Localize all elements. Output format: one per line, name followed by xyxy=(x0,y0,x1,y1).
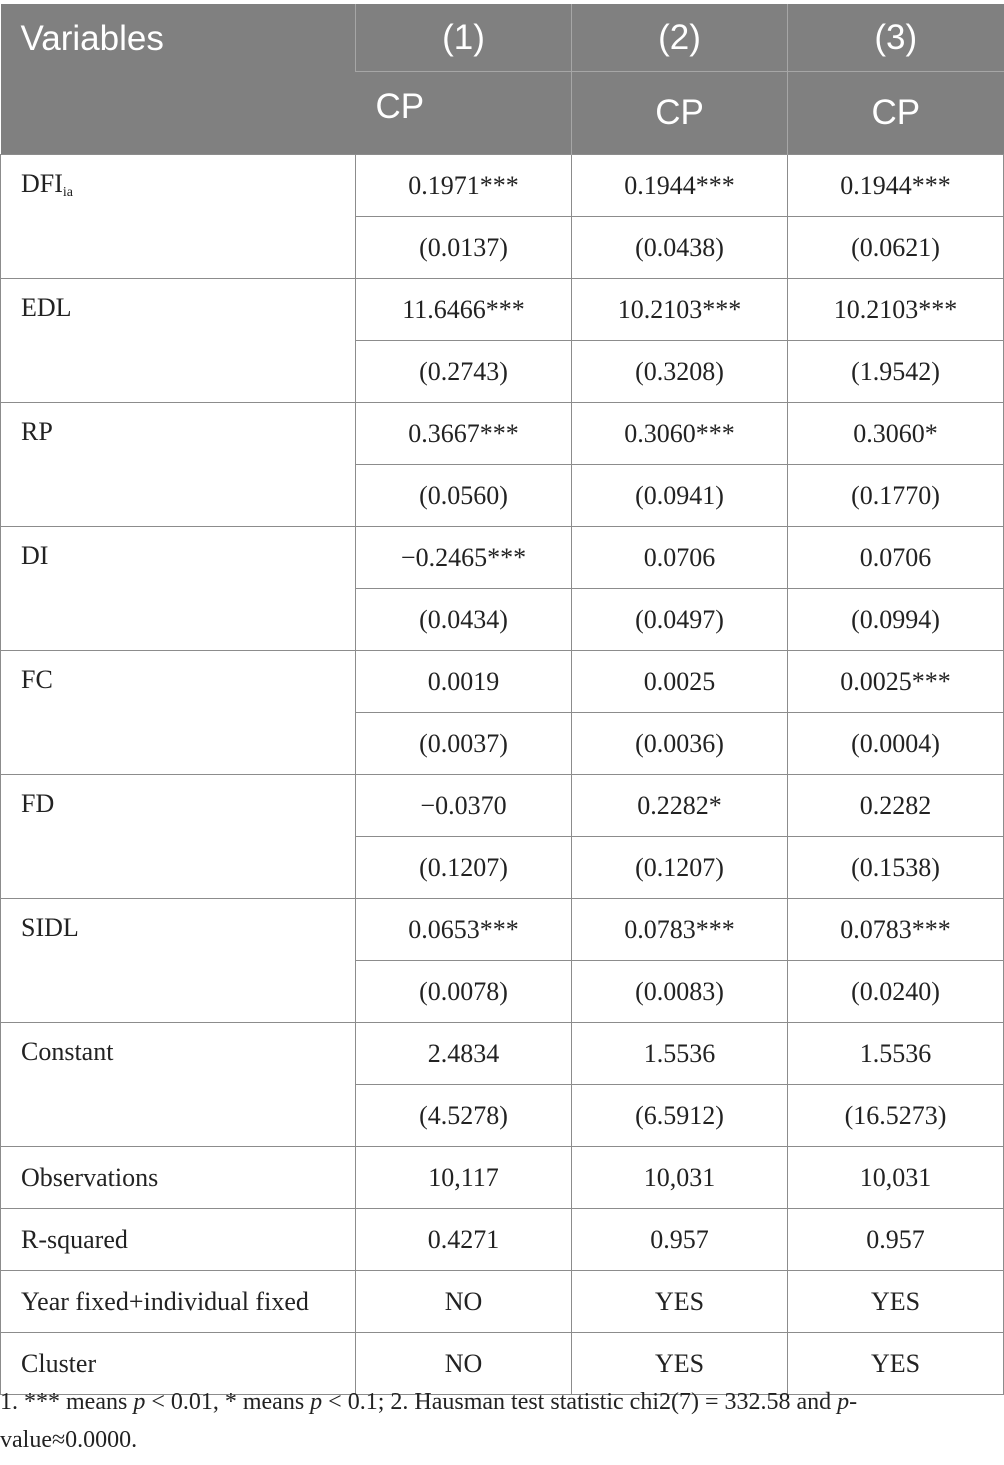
table-body xyxy=(1,155,1004,1395)
variable-subscript: ia xyxy=(62,185,74,200)
footnote-text-2: < 0.01, * means xyxy=(145,1389,311,1415)
variable-label: Constant xyxy=(21,1037,114,1066)
coef-cell: 0.0653*** xyxy=(356,899,572,961)
stat-cell: YES xyxy=(788,1333,1004,1395)
stat-cell: YES xyxy=(572,1271,788,1333)
se-cell: (0.0240) xyxy=(788,961,1004,1023)
dependent-header-2: CP xyxy=(572,72,788,155)
stat-cell: YES xyxy=(572,1333,788,1395)
table-row-coef xyxy=(1,651,1004,713)
stat-cell: YES xyxy=(788,1271,1004,1333)
se-cell: (0.0078) xyxy=(356,961,572,1023)
column-header-2: (2) xyxy=(572,4,788,72)
coef-cell: −0.0370 xyxy=(356,775,572,837)
se-cell: (0.0438) xyxy=(572,217,788,279)
variable-name xyxy=(1,899,356,1023)
se-cell: (0.0083) xyxy=(572,961,788,1023)
variable-label: FD xyxy=(21,789,55,818)
stat-cell: 0.4271 xyxy=(356,1209,572,1271)
stat-name: Observations xyxy=(1,1147,356,1209)
stat-name: Cluster xyxy=(1,1333,356,1395)
se-cell: (0.0036) xyxy=(572,713,788,775)
se-cell: (0.0560) xyxy=(356,465,572,527)
table-row-coef xyxy=(1,899,1004,961)
se-cell: (4.5278) xyxy=(356,1085,572,1147)
coef-cell: 0.2282 xyxy=(788,775,1004,837)
table-row-stat xyxy=(1,1147,1004,1209)
se-cell: (0.0621) xyxy=(788,217,1004,279)
variable-name xyxy=(1,403,356,527)
coef-cell: 1.5536 xyxy=(788,1023,1004,1085)
coef-cell: 10.2103*** xyxy=(572,279,788,341)
se-cell: (0.0497) xyxy=(572,589,788,651)
stat-cell: NO xyxy=(356,1333,572,1395)
variable-label: SIDL xyxy=(21,913,79,942)
coef-cell: 0.3060*** xyxy=(572,403,788,465)
coef-cell: 0.3667*** xyxy=(356,403,572,465)
coef-cell: 11.6466*** xyxy=(356,279,572,341)
footnote-p-2: p xyxy=(310,1389,323,1415)
variable-name xyxy=(1,155,356,279)
coef-cell: 2.4834 xyxy=(356,1023,572,1085)
coef-cell: 0.0706 xyxy=(572,527,788,589)
se-cell: (0.1538) xyxy=(788,837,1004,899)
coef-cell: 0.0025 xyxy=(572,651,788,713)
table-row-coef xyxy=(1,527,1004,589)
se-cell: (0.0137) xyxy=(356,217,572,279)
se-cell: (0.0434) xyxy=(356,589,572,651)
footnote-p-3: p xyxy=(837,1389,850,1415)
coef-cell: 0.0783*** xyxy=(788,899,1004,961)
column-header-1: (1) xyxy=(356,4,572,72)
variable-name xyxy=(1,1023,356,1147)
stat-name: R-squared xyxy=(1,1209,356,1271)
se-cell: (0.2743) xyxy=(356,341,572,403)
table-row-coef xyxy=(1,279,1004,341)
variable-name xyxy=(1,775,356,899)
se-cell: (16.5273) xyxy=(788,1085,1004,1147)
stat-cell: 10,031 xyxy=(788,1147,1004,1209)
footnote-p-1: p xyxy=(133,1389,146,1415)
table-footnote xyxy=(0,1383,990,1459)
coef-cell: 0.1944*** xyxy=(788,155,1004,217)
table-row-stat xyxy=(1,1209,1004,1271)
se-cell: (6.5912) xyxy=(572,1085,788,1147)
stat-cell: 10,031 xyxy=(572,1147,788,1209)
coef-cell: 0.3060* xyxy=(788,403,1004,465)
se-cell: (1.9542) xyxy=(788,341,1004,403)
coef-cell: −0.2465*** xyxy=(356,527,572,589)
variable-label: EDL xyxy=(21,293,72,322)
coef-cell: 0.0019 xyxy=(356,651,572,713)
coef-cell: 0.1971*** xyxy=(356,155,572,217)
footnote-text-1: 1. *** means xyxy=(0,1389,134,1415)
se-cell: (0.3208) xyxy=(572,341,788,403)
stat-cell: NO xyxy=(356,1271,572,1333)
regression-table xyxy=(0,4,1004,1395)
stat-name: Year fixed+individual fixed xyxy=(1,1271,356,1333)
variables-header: Variables xyxy=(1,4,356,155)
coef-cell: 0.2282* xyxy=(572,775,788,837)
table-row-coef xyxy=(1,403,1004,465)
stat-cell: 10,117 xyxy=(356,1147,572,1209)
se-cell: (0.1770) xyxy=(788,465,1004,527)
variable-label: RP xyxy=(21,417,53,446)
variable-label: FC xyxy=(21,665,53,694)
table-row-coef xyxy=(1,155,1004,217)
variable-label: DFI xyxy=(21,169,63,198)
coef-cell: 10.2103*** xyxy=(788,279,1004,341)
variable-label: DI xyxy=(21,541,49,570)
footnote-text-4: -value≈0.0000. xyxy=(0,1389,858,1453)
stat-cell: 0.957 xyxy=(572,1209,788,1271)
table-row-coef xyxy=(1,775,1004,837)
variable-name xyxy=(1,279,356,403)
se-cell: (0.0994) xyxy=(788,589,1004,651)
stat-cell: 0.957 xyxy=(788,1209,1004,1271)
variable-name xyxy=(1,651,356,775)
table-row-coef xyxy=(1,1023,1004,1085)
se-cell: (0.0004) xyxy=(788,713,1004,775)
se-cell: (0.0941) xyxy=(572,465,788,527)
se-cell: (0.0037) xyxy=(356,713,572,775)
se-cell: (0.1207) xyxy=(572,837,788,899)
dependent-header-1: CP xyxy=(356,72,572,155)
coef-cell: 0.0025*** xyxy=(788,651,1004,713)
dependent-header-3: CP xyxy=(788,72,1004,155)
coef-cell: 0.0783*** xyxy=(572,899,788,961)
variable-name xyxy=(1,527,356,651)
coef-cell: 0.0706 xyxy=(788,527,1004,589)
coef-cell: 0.1944*** xyxy=(572,155,788,217)
se-cell: (0.1207) xyxy=(356,837,572,899)
table-row-stat xyxy=(1,1271,1004,1333)
footnote-text-3: < 0.1; 2. Hausman test statistic chi2(7) = 332.58 and xyxy=(322,1389,838,1415)
column-header-3: (3) xyxy=(788,4,1004,72)
header-row-columns xyxy=(1,4,1004,72)
coef-cell: 1.5536 xyxy=(572,1023,788,1085)
